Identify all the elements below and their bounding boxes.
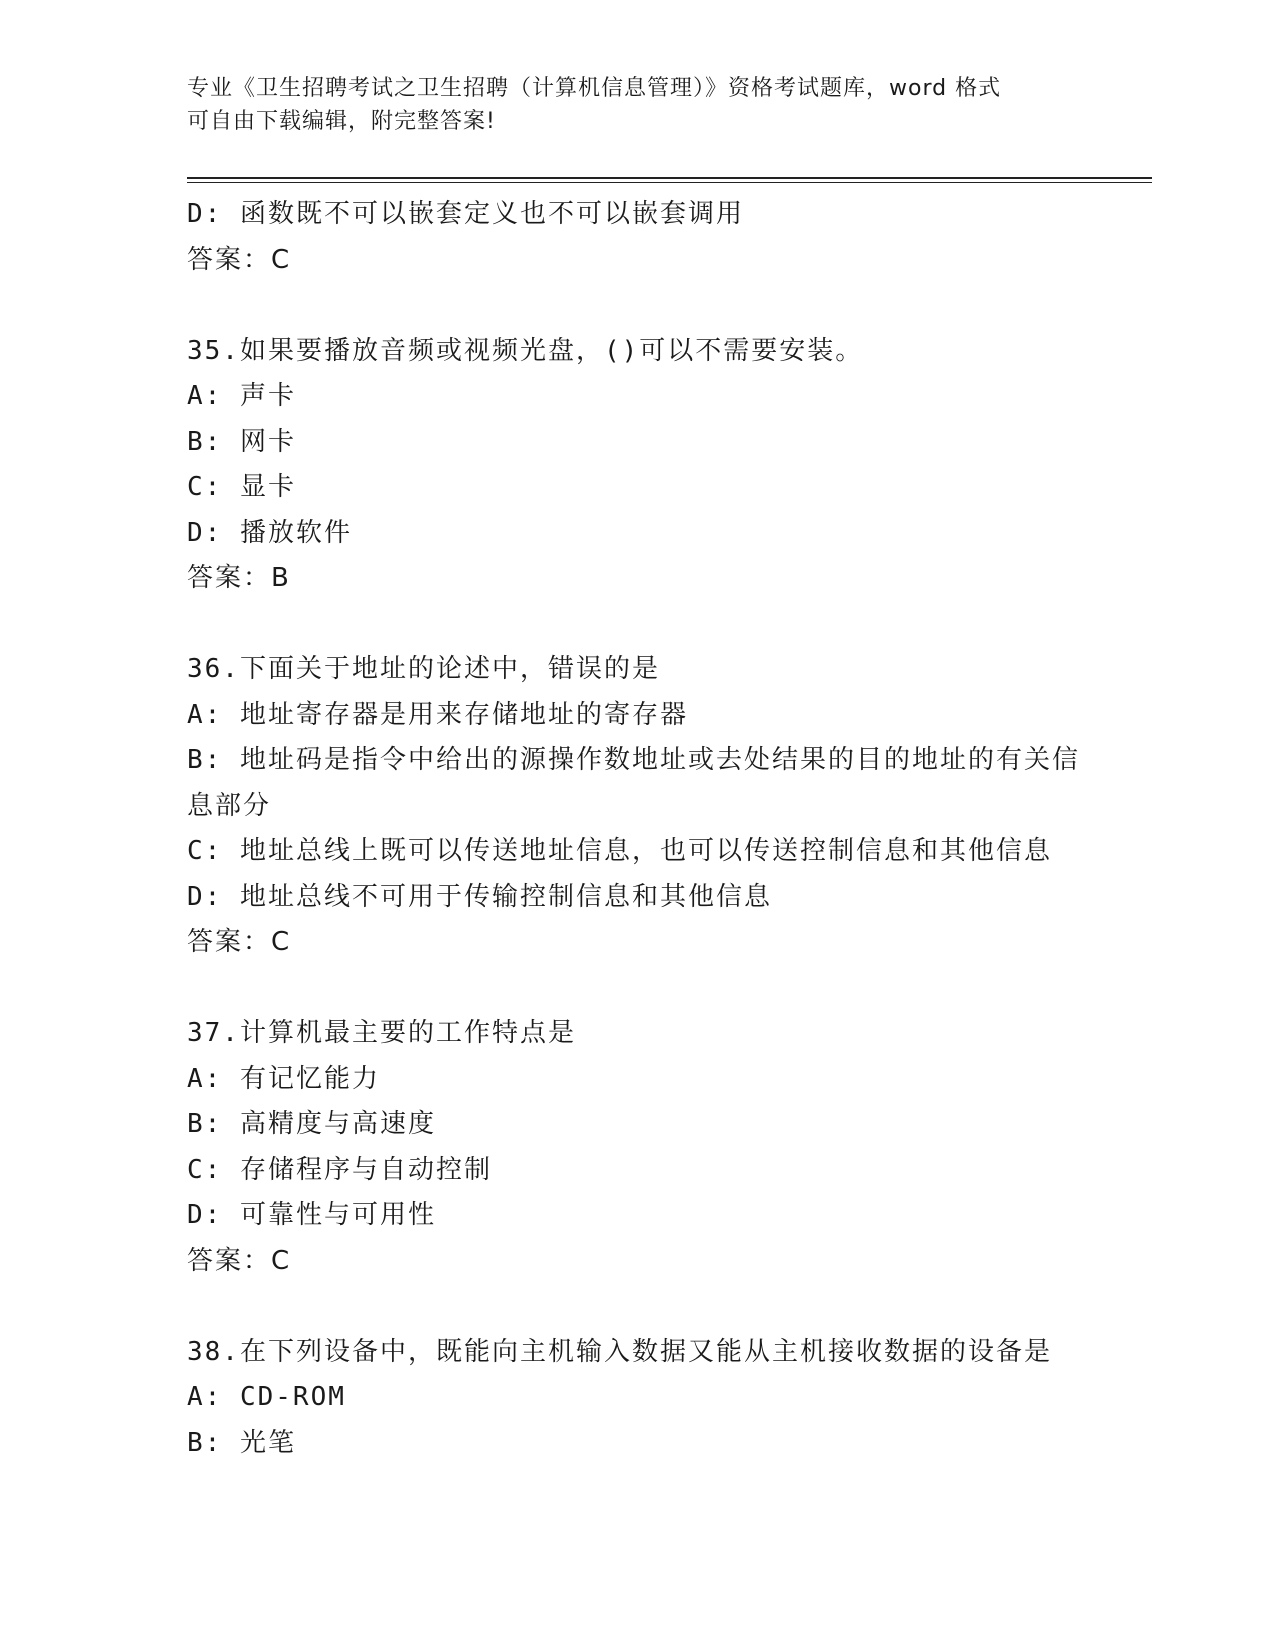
option-b: B: 网卡 [187,426,296,457]
option-c: C: 显卡 [187,472,296,502]
question-stem: 36.下面关于地址的论述中，错误的是 [187,654,660,684]
spacer [187,602,1107,648]
option-b: B: 高精度与高速度 [187,1109,436,1139]
question-stem: 35.如果要播放音频或视频光盘，()可以不需要安装。 [187,335,864,366]
header-divider-thin [187,182,1152,183]
previous-question-tail [187,192,1107,283]
question-37 [187,1011,1107,1284]
option-b: B: 地址码是指令中给出的源操作数地址或去处结果的目的地址的有关信息部分 [187,745,1080,821]
option-a: A: 有记忆能力 [187,1063,380,1094]
question-list [187,192,1107,1466]
spacer [187,283,1107,329]
option-d: D: 地址总线不可用于传输控制信息和其他信息 [187,881,772,912]
option-c: C: 地址总线上既可以传送地址信息，也可以传送控制信息和其他信息 [187,836,1052,866]
question-36 [187,647,1107,966]
option-d: D: 函数既不可以嵌套定义也不可以嵌套调用 [187,199,744,229]
question-35 [187,329,1107,602]
option-d: D: 可靠性与可用性 [187,1200,436,1230]
question-38 [187,1330,1107,1467]
answer-line: 答案：C [187,1245,292,1276]
option-b: B: 光笔 [187,1427,296,1458]
answer-line: 答案：B [187,563,291,593]
answer-line: 答案：C [187,927,292,957]
question-stem: 38.在下列设备中，既能向主机输入数据又能从主机接收数据的设备是 [187,1336,1052,1367]
answer-line: 答案：C [187,244,292,275]
option-a: A: CD-ROM [187,1382,346,1412]
option-a: A: 声卡 [187,381,296,411]
option-d: D: 播放软件 [187,517,352,548]
header-line-2: 可自由下载编辑，附完整答案! [187,109,496,134]
option-a: A: 地址寄存器是用来存储地址的寄存器 [187,699,688,730]
spacer [187,966,1107,1012]
header-line-1: 专业《卫生招聘考试之卫生招聘（计算机信息管理）》资格考试题库，word 格式 [187,76,1002,101]
header-divider-thick [187,177,1152,179]
option-c: C: 存储程序与自动控制 [187,1154,492,1185]
spacer [187,1284,1107,1330]
document-header [187,72,1077,138]
question-stem: 37.计算机最主要的工作特点是 [187,1018,576,1048]
